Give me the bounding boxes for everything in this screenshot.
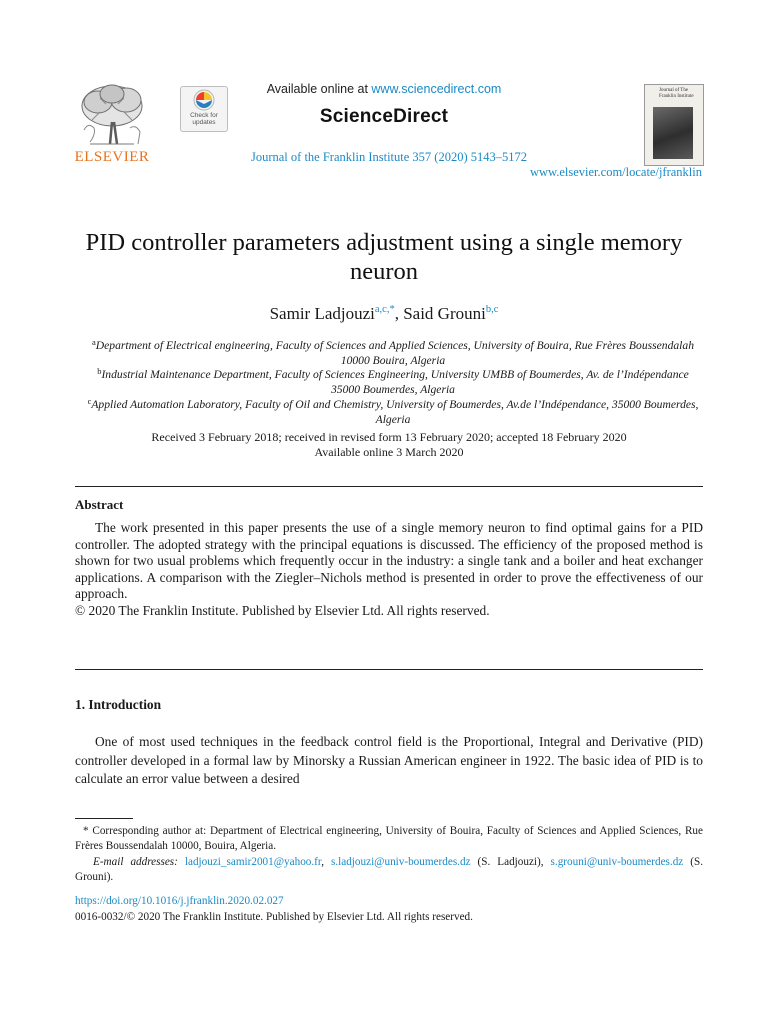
email-addresses [75, 855, 703, 886]
abstract-copyright: © 2020 The Franklin Institute. Published by Elsevier Ltd. All rights reserved. [75, 602, 490, 618]
section-heading-introduction: 1. Introduction [75, 697, 162, 712]
doi-link[interactable]: https://doi.org/10.1016/j.jfranklin.2020.02.027 [75, 895, 284, 907]
affiliation-key: c [87, 396, 92, 406]
corresponding-author-note [75, 824, 703, 855]
email-owner: (S. Grouni). [75, 855, 704, 884]
abstract-body [75, 520, 703, 619]
footnote-block [75, 824, 703, 886]
cover-title: Journal of The Franklin Institute [659, 88, 694, 99]
affiliation-b [82, 364, 704, 397]
divider [75, 669, 703, 670]
author-name: Said Grouni [403, 304, 486, 323]
author-affil-marker[interactable]: a,c,* [374, 304, 395, 315]
sciencedirect-wordmark: ScienceDirect [319, 106, 449, 127]
affiliation-text: Department of Electrical engineering, Faculty of Sciences and Applied Sciences, University of Bouira, Rue Frères Boussendalah 10000 Bouira, Algeria [95, 339, 694, 367]
affiliation-text: Applied Automation Laboratory, Faculty of Oil and Chemistry, University of Boumerdes, Av.de l’Indépendance, 35000 Boumerdes, Algeria [91, 398, 699, 426]
author-list [0, 304, 768, 324]
author-name: Samir Ladjouzi [269, 304, 375, 323]
affiliation-text: Industrial Maintenance Department, Faculty of Sciences Engineering, University UMBB of Boumerdes, Av. de l’Indépendance 35000 Boumerdes, Algeria [101, 368, 689, 396]
journal-homepage-link[interactable]: www.elsevier.com/locate/jfranklin [529, 165, 702, 179]
footnote-divider [75, 818, 133, 819]
affiliation-c [82, 394, 704, 427]
email-link[interactable]: ladjouzi_samir2001@yahoo.fr [184, 855, 322, 868]
elsevier-wordmark: ELSEVIER [74, 149, 150, 165]
sciencedirect-link[interactable]: www.sciencedirect.com [371, 82, 502, 96]
available-online-label: Available online at [266, 82, 372, 96]
journal-cover-thumbnail [644, 84, 704, 166]
available-online-date: Available online 3 March 2020 [314, 445, 464, 459]
email-owner: (S. Ladjouzi), [470, 855, 551, 868]
divider [75, 486, 703, 487]
footnote-marker: * [83, 825, 89, 837]
cover-portrait [653, 107, 693, 159]
crossmark-label: Check for updates [190, 112, 218, 126]
issn-copyright: 0016-0032/© 2020 The Franklin Institute. Published by Elsevier Ltd. All rights reserved. [75, 911, 473, 923]
email-link[interactable]: s.ladjouzi@univ-boumerdes.dz [330, 855, 471, 868]
email-separator: , [321, 855, 331, 868]
journal-reference[interactable]: Journal of the Franklin Institute 357 (2020) 5143–5172 [250, 150, 527, 164]
corresponding-author-text: Corresponding author at: Department of Electrical engineering, University of Bouira, Faculty of Sciences and Applied Sciences, Rue Frères Boussendalah 10000, Bouira, Algeria. [75, 825, 703, 853]
abstract-text: The work presented in this paper presents the use of a single memory neuron to find optimal gains for a PID controller. The adopted strategy with the principal equations is discussed. The efficiency of the proposed method is shown for two usual problems which frequently occur in the industry: a single tank and a boiler and heat exchanger applications. A comparison with the Ziegler–Nichols method is presented in order to prove the effectiveness of our approach. [75, 520, 703, 601]
email-label: E-mail addresses: [93, 855, 178, 868]
author-separator: , [394, 304, 404, 323]
email-link[interactable]: s.grouni@univ-boumerdes.dz [550, 855, 684, 868]
article-title: PID controller parameters adjustment using a single memory neuron [85, 229, 683, 285]
affiliation-key: b [97, 366, 102, 376]
received-dates: Received 3 February 2018; received in revised form 13 February 2020; accepted 18 February 2020 [151, 430, 627, 444]
introduction-paragraph: One of most used techniques in the feedback control field is the Proportional, Integral and Derivative (PID) controller developed in a formal law by Minorsky a Russian American engineer in 1922. The basic idea of PID is to calculate an error value between a desired [75, 734, 703, 786]
affiliation-key: a [91, 337, 96, 347]
author-affil-marker[interactable]: b,c [485, 304, 499, 315]
abstract-heading: Abstract [75, 497, 124, 512]
